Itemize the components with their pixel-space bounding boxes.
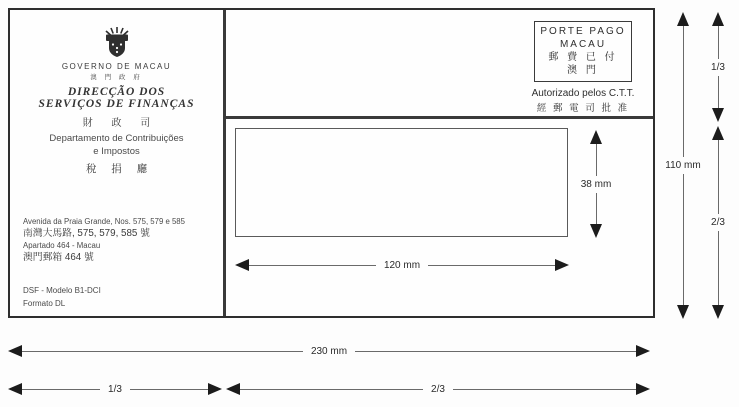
dimension-line — [249, 265, 376, 266]
government-name: GOVERNO DE MACAU — [61, 62, 172, 71]
arrow-right-icon — [555, 259, 569, 271]
ctt-authorization: Autorizado pelos C.T.T. — [531, 88, 635, 99]
dimension-line — [428, 265, 555, 266]
division-block — [10, 132, 223, 176]
dimension-line — [355, 351, 636, 352]
porte-pago-line4-zh: 澳 門 — [567, 65, 599, 76]
sender-block — [10, 10, 223, 316]
dimension-line — [130, 389, 208, 390]
arrow-right-icon — [636, 383, 650, 395]
address-pobox-pt: Apartado 464 - Macau — [23, 241, 101, 250]
dimension-line — [240, 389, 423, 390]
dimension-line — [596, 144, 597, 176]
arrow-up-icon — [677, 12, 689, 26]
dimension-line — [718, 231, 719, 305]
arrow-down-icon — [677, 305, 689, 319]
directorate-line1: DIRECÇÃO DOS — [67, 86, 166, 98]
postage-area-rule — [226, 116, 653, 119]
dim-window-width — [235, 258, 569, 272]
directorate-line2: SERVIÇOS DE FINANÇAS — [38, 98, 195, 110]
dim-height-upper-third — [704, 12, 732, 122]
arrow-right-icon — [208, 383, 222, 395]
porte-pago-line2: MACAU — [559, 39, 607, 50]
address-street-pt: Avenida da Praia Grande, Nos. 575, 579 e 585 — [23, 217, 185, 226]
sender-area-divider — [223, 10, 226, 316]
dim-envelope-width — [8, 344, 650, 358]
dim-window-height-label: 38 mm — [580, 178, 612, 190]
dimension-line — [718, 76, 719, 109]
arrow-left-icon — [8, 383, 22, 395]
dim-height-lower-two-thirds — [704, 126, 732, 319]
dim-envelope-height — [662, 12, 704, 319]
division-line2: e Impostos — [93, 146, 140, 157]
arrow-left-icon — [235, 259, 249, 271]
dim-window-height — [574, 130, 618, 238]
dimension-line — [453, 389, 636, 390]
ctt-authorization-zh: 經 郵 電 司 批 准 — [536, 103, 630, 114]
address-street-zh: 南灣大馬路, 575, 579, 585 號 — [23, 228, 150, 239]
dim-width-right-two-thirds-label: 2/3 — [431, 383, 445, 395]
arrow-up-icon — [590, 130, 602, 144]
division-line1: Departamento de Contribuições — [49, 133, 184, 144]
porte-pago-box — [534, 21, 632, 82]
address-window — [235, 128, 568, 237]
macau-coat-of-arms-icon — [98, 24, 136, 60]
dim-envelope-height-label: 110 mm — [665, 160, 701, 171]
dim-width-left-third — [8, 382, 222, 396]
arrow-down-icon — [712, 305, 724, 319]
division-name-chinese: 稅 捐 廳 — [85, 163, 154, 175]
directorate-name — [10, 86, 223, 110]
envelope-outline — [8, 8, 655, 318]
dimension-line — [22, 351, 303, 352]
address-pobox-zh: 澳門郵箱 464 號 — [23, 252, 94, 263]
dimension-line — [596, 193, 597, 225]
dim-width-left-third-label: 1/3 — [108, 383, 122, 395]
arrow-up-icon — [712, 126, 724, 140]
government-name-chinese: 澳 門 政 府 — [90, 74, 143, 81]
dim-height-upper-third-label: 1/3 — [711, 61, 725, 73]
postage-block — [509, 21, 657, 114]
sender-header — [10, 18, 223, 129]
dim-width-right-two-thirds — [226, 382, 650, 396]
sender-address — [23, 216, 219, 264]
form-identifier — [23, 284, 219, 310]
dimension-line — [683, 174, 684, 305]
arrow-down-icon — [712, 108, 724, 122]
porte-pago-line1: PORTE PAGO — [540, 26, 626, 37]
porte-pago-line3-zh: 郵 費 已 付 — [548, 52, 618, 63]
arrow-right-icon — [636, 345, 650, 357]
dim-window-width-label: 120 mm — [383, 259, 421, 271]
form-format: Formato DL — [23, 299, 66, 308]
directorate-name-chinese: 財 政 司 — [82, 118, 159, 129]
arrow-left-icon — [226, 383, 240, 395]
arrow-left-icon — [8, 345, 22, 357]
form-code: DSF - Modelo B1-DCI — [23, 286, 101, 295]
dimension-line — [718, 140, 719, 214]
arrow-down-icon — [590, 224, 602, 238]
dimension-line — [22, 389, 100, 390]
dim-height-lower-two-thirds-label: 2/3 — [711, 217, 725, 228]
arrow-up-icon — [712, 12, 724, 26]
dimension-line — [683, 26, 684, 157]
dimension-line — [718, 26, 719, 59]
dim-envelope-width-label: 230 mm — [310, 345, 348, 357]
